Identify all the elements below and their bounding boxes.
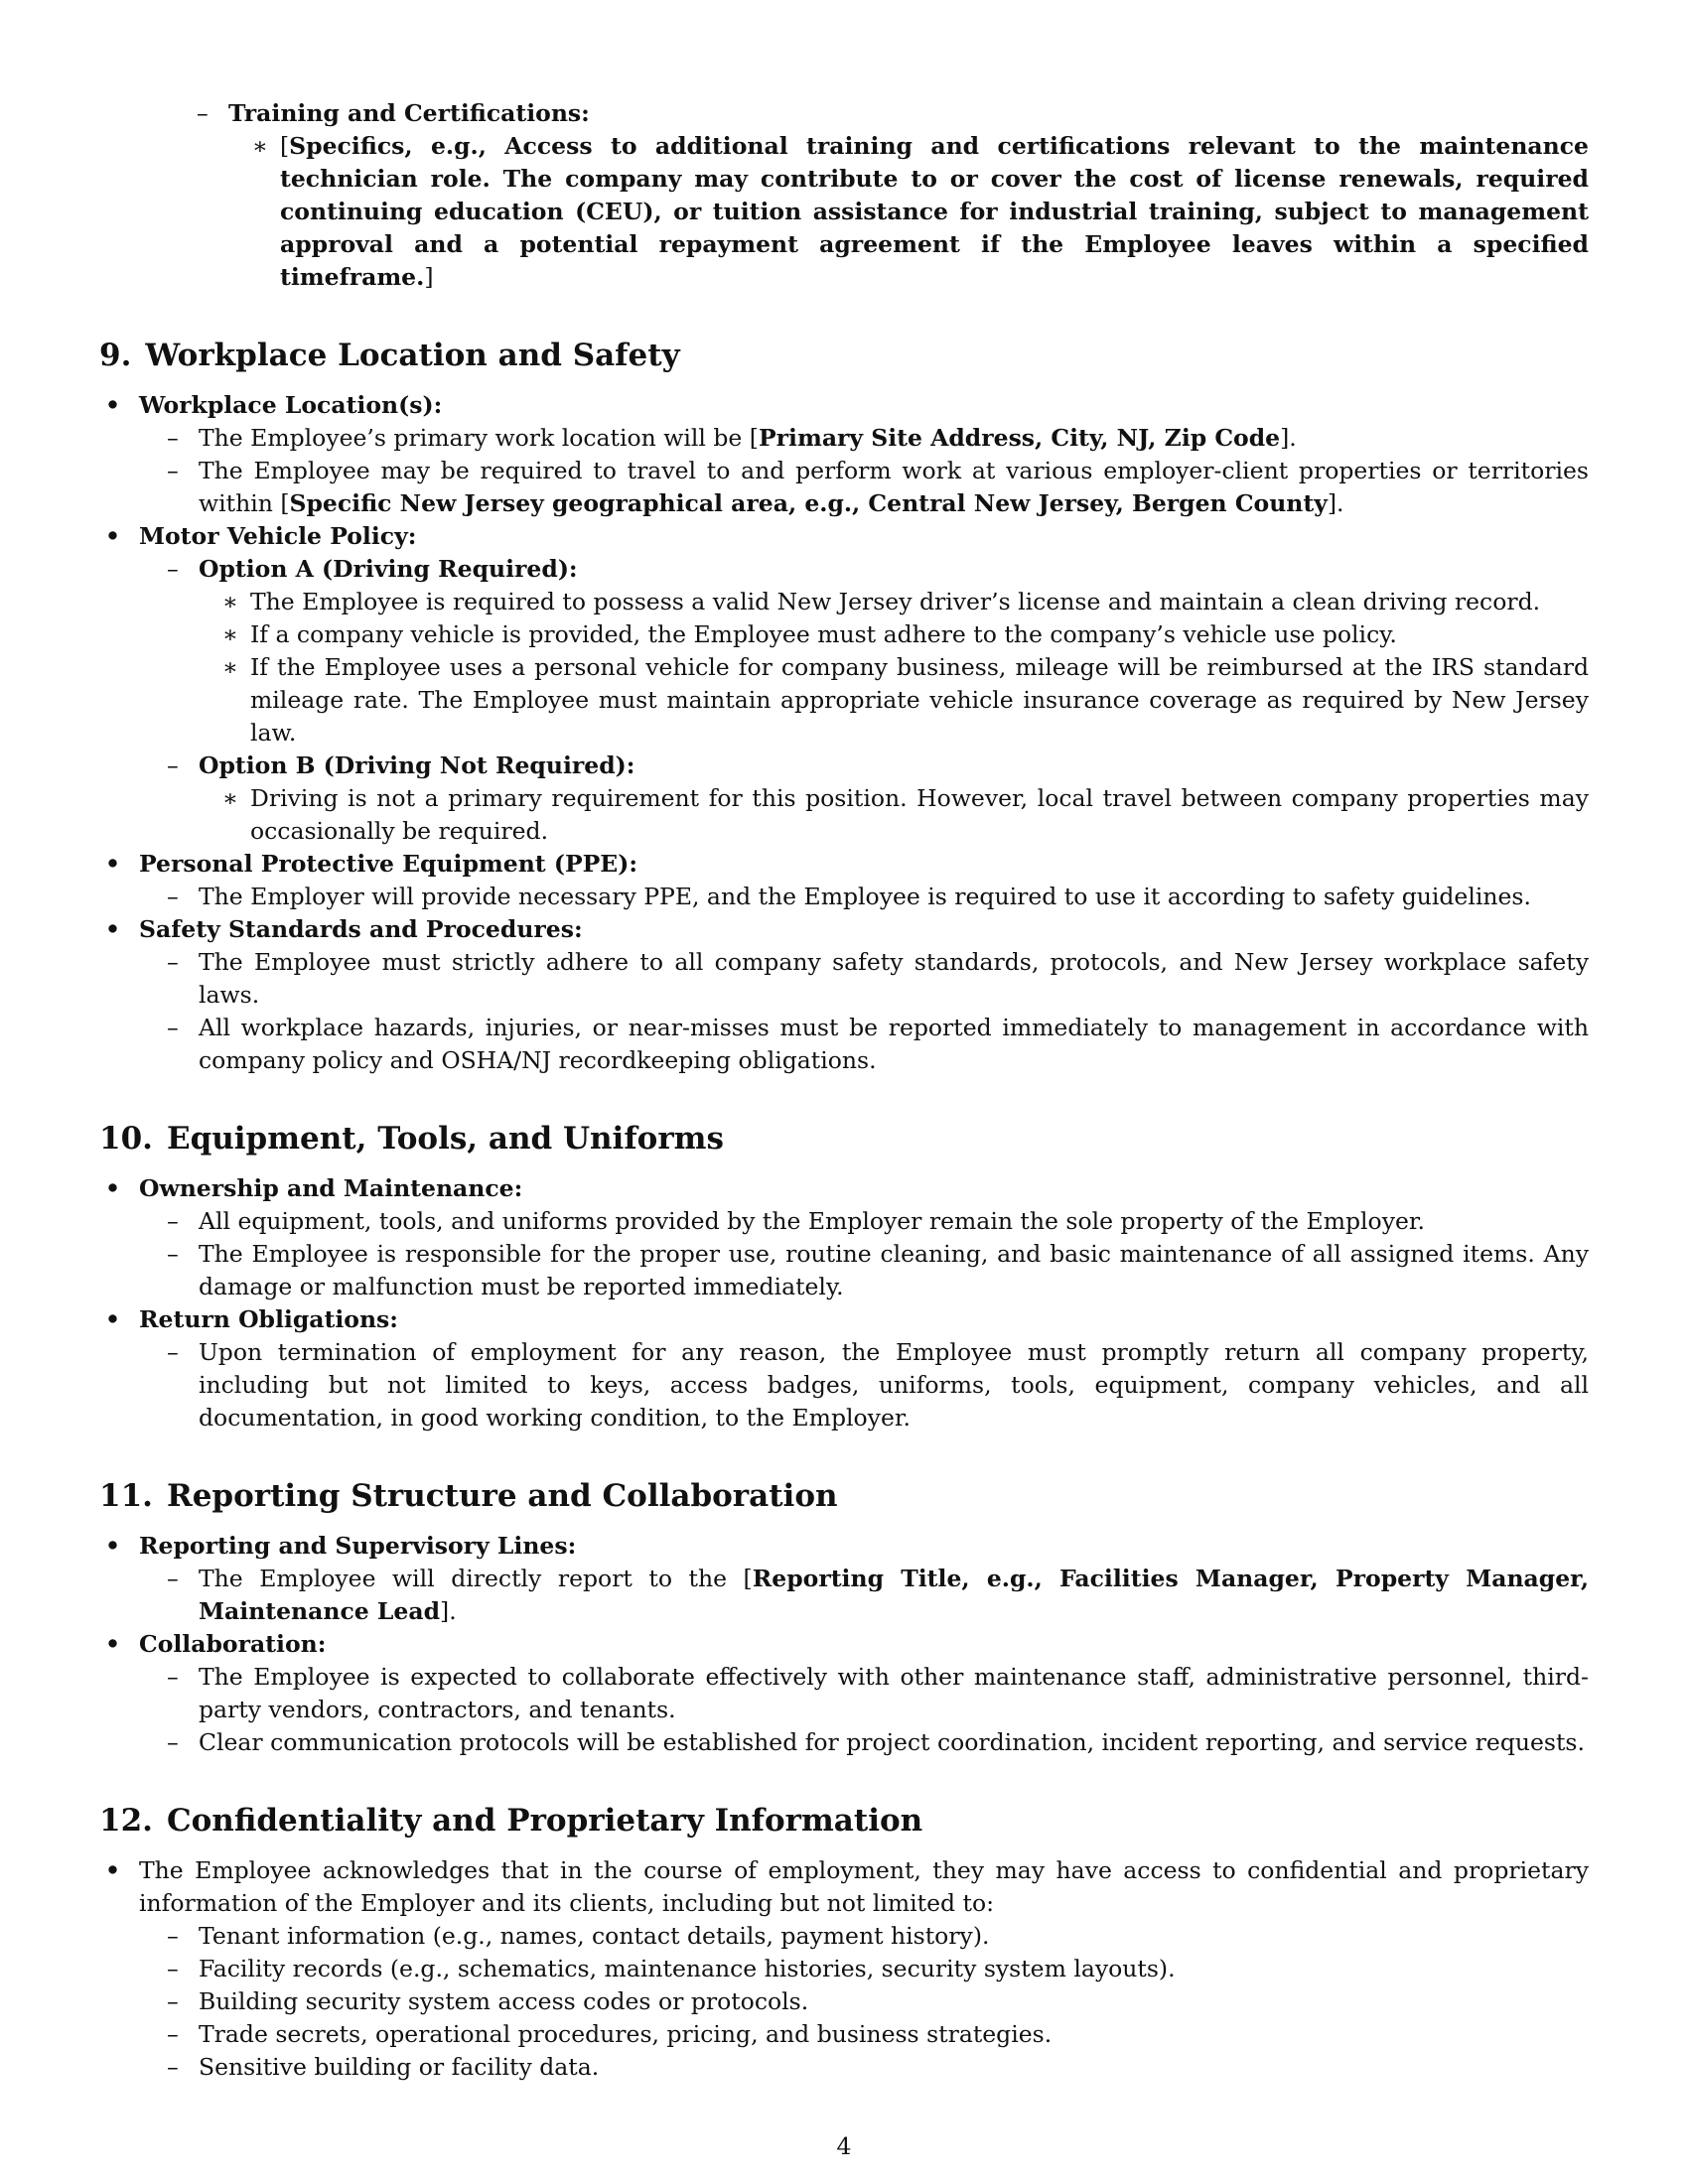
location-label: Workplace Location(s):	[139, 391, 443, 419]
option-b-detail	[70, 782, 1589, 848]
dash-marker: –	[167, 1014, 179, 1041]
section-11-title: Reporting Structure and Collaboration	[166, 1478, 838, 1514]
confidential-info-text-3: Building security system access codes or protocols.	[199, 1987, 809, 2015]
collab-label: Collaboration:	[139, 1630, 327, 1658]
page-number: 4	[836, 2132, 852, 2160]
dash-marker: –	[167, 1565, 179, 1592]
ppe-item	[70, 848, 1589, 881]
reporting-close: ].	[440, 1597, 457, 1625]
option-b-item	[70, 750, 1589, 782]
option-a-text-3: If the Employee uses a personal vehicle for company business, mileage will be reimbursed at the IRS standard mileage rate. The Employee must maintain appropriate vehicle insurance coverage as required by New Jersey law.	[250, 653, 1589, 747]
option-b-label: Option B (Driving Not Required):	[199, 751, 635, 779]
bullet-marker: •	[105, 915, 121, 943]
dash-marker: –	[167, 948, 179, 976]
section-11-number: 11.	[99, 1478, 153, 1514]
confidential-info-item	[70, 2018, 1589, 2051]
confidential-info-text-4: Trade secrets, operational procedures, pricing, and business strategies.	[199, 2020, 1053, 2048]
section-10-title: Equipment, Tools, and Uniforms	[166, 1121, 724, 1157]
reporting-placeholder: Reporting Title, e.g., Facilities Manager, Property Manager, Maintenance Lead	[199, 1565, 1590, 1625]
confidential-info-text-1: Tenant information (e.g., names, contact details, payment history).	[199, 1922, 990, 1950]
section-11-heading	[99, 1476, 1589, 1516]
return-detail	[70, 1336, 1589, 1434]
location-2-text: The Employee may be required to travel to and perform work at various employer-client properties or territories within [	[199, 457, 1589, 517]
ppe-text-1: The Employer will provide necessary PPE, and the Employee is required to use it according to safety guidelines.	[199, 883, 1531, 910]
training-detail	[228, 130, 1589, 294]
star-marker: ∗	[222, 653, 238, 681]
bullet-marker: •	[105, 522, 121, 550]
vehicle-item	[70, 520, 1589, 553]
safety-text-2: All workplace hazards, injuries, or near-misses must be reported immediately to management in accordance with company policy and OSHA/NJ recordkeeping obligations.	[199, 1014, 1589, 1074]
dash-marker: –	[167, 2020, 179, 2048]
option-a-item	[70, 553, 1589, 586]
location-1-close: ].	[1280, 424, 1297, 452]
dash-marker: –	[167, 751, 179, 779]
location-1-placeholder: Primary Site Address, City, NJ, Zip Code	[758, 424, 1281, 452]
location-item	[70, 389, 1589, 422]
option-a-detail	[70, 586, 1589, 618]
location-detail-1	[70, 422, 1589, 455]
section-11-list	[99, 1530, 1589, 1759]
return-text-1: Upon termination of employment for any reason, the Employee must promptly return all company property, including but not limited to keys, access badges, uniforms, tools, equipment, company vehicles, and all documentation, in good working condition, to the Employer.	[199, 1338, 1589, 1432]
bullet-marker: •	[105, 1174, 121, 1202]
ppe-detail	[70, 881, 1589, 913]
option-a-detail	[70, 651, 1589, 750]
ownership-item	[70, 1172, 1589, 1205]
location-detail-2	[70, 455, 1589, 520]
bullet-marker: •	[105, 1532, 121, 1560]
section-9-list	[99, 389, 1589, 1077]
dash-marker: –	[167, 1728, 179, 1756]
section-10-list	[99, 1172, 1589, 1434]
location-2-placeholder: Specific New Jersey geographical area, e.g., Central New Jersey, Bergen County	[289, 489, 1328, 517]
confidential-info-item	[70, 1920, 1589, 1953]
collab-item	[70, 1628, 1589, 1661]
return-label: Return Obligations:	[139, 1305, 398, 1333]
section-12-list	[99, 1854, 1589, 2084]
option-a-detail	[70, 618, 1589, 651]
section-12-heading	[99, 1801, 1589, 1841]
reporting-text: The Employee will directly report to the [	[199, 1565, 753, 1592]
dash-marker: –	[167, 424, 179, 452]
safety-detail	[70, 1012, 1589, 1077]
dash-marker: –	[197, 99, 209, 127]
bullet-marker: •	[105, 1856, 121, 1884]
dash-marker: –	[167, 1338, 179, 1366]
confidential-info-item	[70, 2051, 1589, 2084]
dash-marker: –	[167, 2053, 179, 2081]
dash-marker: –	[167, 1922, 179, 1950]
confidentiality-intro-item	[70, 1854, 1589, 1920]
ownership-text-1: All equipment, tools, and uniforms provided by the Employer remain the sole property of the Employer.	[199, 1207, 1426, 1235]
dash-marker: –	[167, 1240, 179, 1268]
star-marker: ∗	[222, 784, 238, 812]
location-1-text: The Employee’s primary work location will be [	[199, 424, 759, 452]
collab-detail	[70, 1726, 1589, 1759]
location-2-close: ].	[1327, 489, 1344, 517]
section-10-heading	[99, 1119, 1589, 1159]
dash-marker: –	[167, 1955, 179, 1982]
training-item	[99, 97, 1589, 294]
dash-marker: –	[167, 1663, 179, 1691]
dash-marker: –	[167, 1987, 179, 2015]
option-a-text-1: The Employee is required to possess a valid New Jersey driver’s license and maintain a clean driving record.	[250, 588, 1541, 615]
safety-item	[70, 913, 1589, 946]
bullet-marker: •	[105, 850, 121, 878]
ownership-detail	[70, 1238, 1589, 1303]
star-marker: ∗	[252, 132, 268, 160]
section-10-number: 10.	[99, 1121, 153, 1157]
training-open-bracket: [	[280, 132, 290, 160]
document-page	[99, 97, 1589, 2084]
confidential-info-item	[70, 1985, 1589, 2018]
vehicle-label: Motor Vehicle Policy:	[139, 522, 417, 550]
star-marker: ∗	[222, 620, 238, 648]
section-9-heading	[99, 336, 1589, 375]
ownership-label: Ownership and Maintenance:	[139, 1174, 523, 1202]
confidential-info-text-5: Sensitive building or facility data.	[199, 2053, 600, 2081]
confidential-info-text-2: Facility records (e.g., schematics, maintenance histories, security system layouts).	[199, 1955, 1176, 1982]
safety-label: Safety Standards and Procedures:	[139, 915, 583, 943]
ppe-label: Personal Protective Equipment (PPE):	[139, 850, 638, 878]
dash-marker: –	[167, 883, 179, 910]
dash-marker: –	[167, 555, 179, 583]
confidentiality-intro: The Employee acknowledges that in the course of employment, they may have access to confidential and proprietary information of the Employer and its clients, including but not limited to:	[139, 1856, 1589, 1917]
safety-text-1: The Employee must strictly adhere to all company safety standards, protocols, and New Jersey workplace safety laws.	[199, 948, 1589, 1009]
option-a-text-2: If a company vehicle is provided, the Employee must adhere to the company’s vehicle use policy.	[250, 620, 1397, 648]
reporting-item	[70, 1530, 1589, 1563]
section-9-number: 9.	[99, 338, 132, 373]
training-close-bracket: ]	[424, 263, 434, 291]
collab-detail	[70, 1661, 1589, 1726]
confidential-info-item	[70, 1953, 1589, 1985]
reporting-detail	[70, 1563, 1589, 1628]
ownership-detail	[70, 1205, 1589, 1238]
bullet-marker: •	[105, 1305, 121, 1333]
bullet-marker: •	[105, 391, 121, 419]
reporting-label: Reporting and Supervisory Lines:	[139, 1532, 577, 1560]
option-a-label: Option A (Driving Required):	[199, 555, 578, 583]
section-9-title: Workplace Location and Safety	[145, 338, 680, 373]
dash-marker: –	[167, 1207, 179, 1235]
section-12-title: Confidentiality and Proprietary Information	[166, 1803, 923, 1839]
collab-text-1: The Employee is expected to collaborate effectively with other maintenance staff, administrative personnel, third-party vendors, contractors, and tenants.	[199, 1663, 1589, 1723]
bullet-marker: •	[105, 1630, 121, 1658]
training-list	[99, 97, 1589, 294]
star-marker: ∗	[222, 588, 238, 615]
return-item	[70, 1303, 1589, 1336]
dash-marker: –	[167, 457, 179, 484]
training-label: Training and Certifications:	[228, 99, 590, 127]
training-text: Specifics, e.g., Access to additional training and certifications relevant to the maintenance technician role. The company may contribute to or cover the cost of license renewals, required continuing education (CEU), or tuition assistance for industrial training, subject to management approval and a potential repayment agreement if the Employee leaves within a specified timeframe.	[280, 132, 1589, 291]
option-b-text-1: Driving is not a primary requirement for this position. However, local travel between company properties may occasionally be required.	[250, 784, 1589, 845]
collab-text-2: Clear communication protocols will be established for project coordination, incident reporting, and service requests.	[199, 1728, 1585, 1756]
safety-detail	[70, 946, 1589, 1012]
ownership-text-2: The Employee is responsible for the proper use, routine cleaning, and basic maintenance of all assigned items. Any damage or malfunction must be reported immediately.	[199, 1240, 1589, 1300]
section-12-number: 12.	[99, 1803, 153, 1839]
